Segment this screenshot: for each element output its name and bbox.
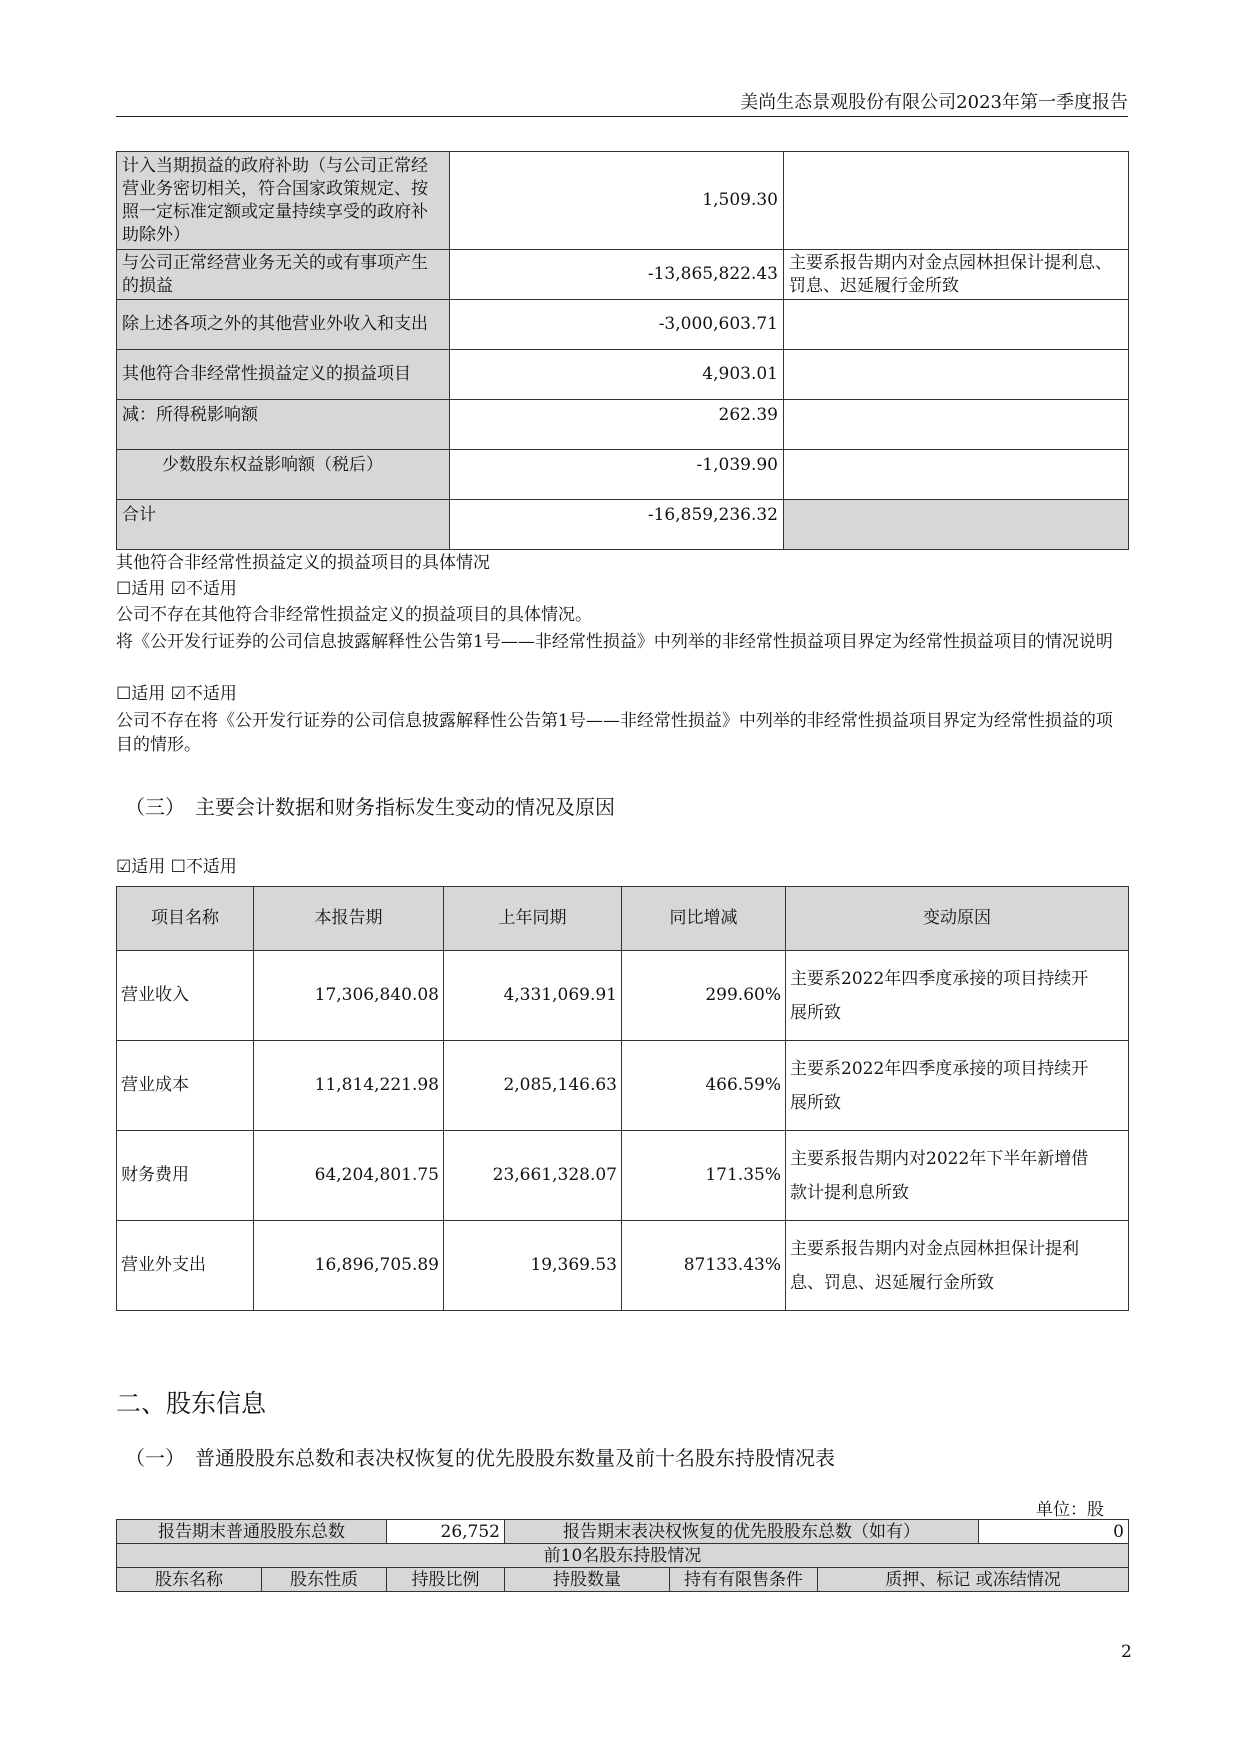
amount-cell: -3,000,603.71 — [450, 300, 784, 350]
item-cell: 合计 — [117, 500, 450, 550]
reason-line: 息、罚息、迟延履行金所致 — [790, 1272, 994, 1293]
note-cell — [784, 152, 1129, 250]
reason-line: 主要系2022年四季度承接的项目持续开 — [790, 1058, 1089, 1079]
paragraph: 将《公开发行证券的公司信息披露解释性公告第1号——非经常性损益》中列举的非经常性损益项目界定为经常性损益项目的情况说明 — [116, 632, 1113, 652]
table-row — [117, 1131, 1129, 1221]
note-cell — [784, 400, 1129, 450]
table-row — [117, 400, 1129, 450]
top10-label: 前10名股东持股情况 — [117, 1544, 1129, 1568]
column-header: 股东名称 — [117, 1568, 262, 1592]
column-header: 持股数量 — [505, 1568, 670, 1592]
applicability-checkbox: ☐适用 ☑不适用 — [116, 579, 237, 599]
unit-label: 单位：股 — [1036, 1500, 1104, 1520]
reason-line: 展所致 — [790, 1092, 841, 1113]
preferred-shareholders-label: 报告期末表决权恢复的优先股股东总数（如有） — [505, 1520, 979, 1544]
item-name: 营业收入 — [117, 951, 254, 1041]
table-header-row — [117, 1568, 1129, 1592]
section-heading: （一） 普通股股东总数和表决权恢复的优先股股东数量及前十名股东持股情况表 — [125, 1446, 835, 1470]
note-cell — [784, 500, 1129, 550]
amount-cell: 4,903.01 — [450, 350, 784, 400]
prior-value: 19,369.53 — [444, 1221, 622, 1311]
change-reason — [786, 1221, 1129, 1311]
table-row — [117, 1041, 1129, 1131]
note-cell — [784, 450, 1129, 500]
item-cell: 少数股东权益影响额（税后） — [117, 450, 450, 500]
reason-line: 主要系报告期内对金点园林担保计提利 — [790, 1238, 1079, 1259]
item-name: 营业外支出 — [117, 1221, 254, 1311]
page-number: 2 — [1121, 1642, 1132, 1662]
table-row — [117, 450, 1129, 500]
yoy-change: 466.59% — [622, 1041, 786, 1131]
item-cell: 计入当期损益的政府补助（与公司正常经营业务密切相关，符合国家政策规定、按照一定标准定额或定量持续享受的政府补助除外） — [117, 152, 450, 250]
column-header: 变动原因 — [786, 887, 1129, 951]
column-header: 持股比例 — [387, 1568, 505, 1592]
amount-cell: 262.39 — [450, 400, 784, 450]
yoy-change: 171.35% — [622, 1131, 786, 1221]
reason-line: 主要系2022年四季度承接的项目持续开 — [790, 968, 1089, 989]
change-reason — [786, 1041, 1129, 1131]
change-reason — [786, 1131, 1129, 1221]
page-header — [116, 86, 1128, 117]
reason-line: 展所致 — [790, 1002, 841, 1023]
item-cell: 与公司正常经营业务无关的或有事项产生的损益 — [117, 250, 450, 300]
column-header: 持有有限售条件 — [670, 1568, 818, 1592]
change-reason — [786, 951, 1129, 1041]
yoy-change: 299.60% — [622, 951, 786, 1041]
column-header: 本报告期 — [254, 887, 444, 951]
note-cell — [784, 300, 1129, 350]
yoy-change: 87133.43% — [622, 1221, 786, 1311]
current-value: 64,204,801.75 — [254, 1131, 444, 1221]
table-row — [117, 1221, 1129, 1311]
amount-cell: -16,859,236.32 — [450, 500, 784, 550]
reason-line: 主要系报告期内对2022年下半年新增借 — [790, 1148, 1089, 1169]
item-name: 财务费用 — [117, 1131, 254, 1221]
section-heading: （三） 主要会计数据和财务指标发生变动的情况及原因 — [125, 795, 615, 819]
nonrecurring-gains-table — [116, 151, 1129, 550]
item-cell: 其他符合非经常性损益定义的损益项目 — [117, 350, 450, 400]
item-cell: 减：所得税影响额 — [117, 400, 450, 450]
column-header: 项目名称 — [117, 887, 254, 951]
paragraph: 其他符合非经常性损益定义的损益项目的具体情况 — [116, 553, 490, 573]
table-row — [117, 500, 1129, 550]
prior-value: 2,085,146.63 — [444, 1041, 622, 1131]
paragraph: 公司不存在其他符合非经常性损益定义的损益项目的具体情况。 — [116, 605, 592, 625]
report-title: 美尚生态景观股份有限公司2023年第一季度报告 — [740, 92, 1128, 113]
table-row — [117, 152, 1129, 250]
prior-value: 4,331,069.91 — [444, 951, 622, 1041]
table-row — [117, 951, 1129, 1041]
column-header: 上年同期 — [444, 887, 622, 951]
current-value: 16,896,705.89 — [254, 1221, 444, 1311]
amount-cell: -13,865,822.43 — [450, 250, 784, 300]
applicability-checkbox: ☑适用 ☐不适用 — [116, 857, 237, 877]
table-row — [117, 300, 1129, 350]
table-row — [117, 250, 1129, 300]
column-header: 股东性质 — [262, 1568, 387, 1592]
column-header: 质押、标记 或冻结情况 — [818, 1568, 1129, 1592]
table-row — [117, 1544, 1129, 1568]
item-name: 营业成本 — [117, 1041, 254, 1131]
note-cell: 主要系报告期内对金点园林担保计提利息、罚息、迟延履行金所致 — [784, 250, 1129, 300]
amount-cell: 1,509.30 — [450, 152, 784, 250]
note-cell — [784, 350, 1129, 400]
prior-value: 23,661,328.07 — [444, 1131, 622, 1221]
amount-cell: -1,039.90 — [450, 450, 784, 500]
section-heading: 二、股东信息 — [116, 1389, 267, 1418]
item-cell: 除上述各项之外的其他营业外收入和支出 — [117, 300, 450, 350]
reason-line: 款计提利息所致 — [790, 1182, 909, 1203]
preferred-shareholders-value: 0 — [979, 1520, 1129, 1544]
current-value: 11,814,221.98 — [254, 1041, 444, 1131]
total-shareholders-label: 报告期末普通股股东总数 — [117, 1520, 387, 1544]
current-value: 17,306,840.08 — [254, 951, 444, 1041]
table-row — [117, 1520, 1129, 1544]
column-header: 同比增减 — [622, 887, 786, 951]
shareholder-table — [116, 1519, 1129, 1592]
paragraph: 公司不存在将《公开发行证券的公司信息披露解释性公告第1号——非经常性损益》中列举的非经常性损益项目界定为经常性损益的项目的情形。 — [116, 711, 1113, 755]
table-header-row — [117, 887, 1129, 951]
total-shareholders-value: 26,752 — [387, 1520, 505, 1544]
applicability-checkbox: ☐适用 ☑不适用 — [116, 684, 237, 704]
table-row — [117, 350, 1129, 400]
financial-changes-table — [116, 886, 1129, 1311]
